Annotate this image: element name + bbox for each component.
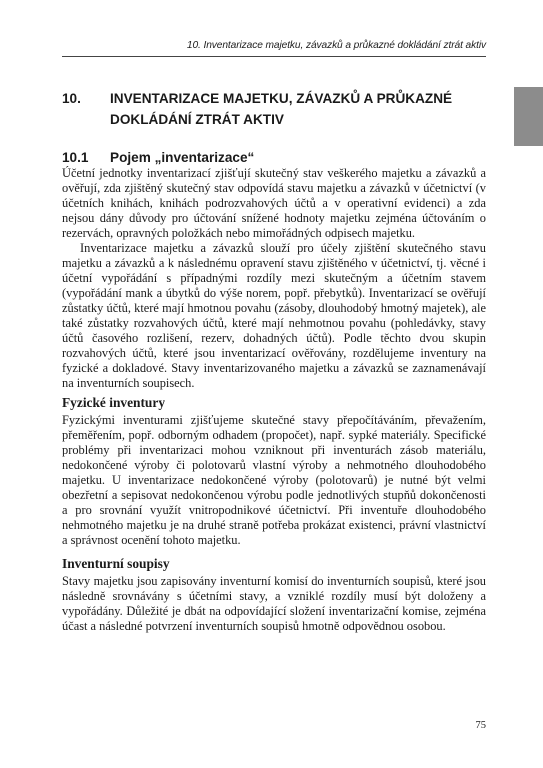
chapter-title: INVENTARIZACE MAJETKU, ZÁVAZKŮ A PRŮKAZNÉ DOKLÁDÁNÍ ZTRÁT AKTIV (110, 91, 453, 127)
page-number: 75 (475, 720, 486, 731)
paragraph-physical-inventories: Fyzickými inventurami zjišťujeme skutečné stavy přepočítáváním, převažením, přeměřením, popř. odborným odhadem (propočet), např. sypké materiály. Specifické problémy při inventarizaci mohou vzniknout při inventurách zásob materiálu, nedokončené výroby či polotovarů vlastní výroby a nehmotného dlouhodobého majetku. U inventarizace nedokončené výroby (polotovarů) je nutné být velmi obezřetní a sepisovat nedokončenou výrobu podle jednotlivých stupňů dokončenosti a pro srovnání využít vnitropodnikové účetnictví. Při inventuře dlouhodobého nehmotného majetku je na druhé straně potřeba prokázat existenci, právní vlastnictví a správnost ocenění tohoto majetku. (62, 413, 486, 547)
header-rule (62, 56, 486, 57)
subheading-inventory-lists: Inventurní soupisy (62, 556, 170, 571)
chapter-heading (62, 88, 486, 130)
chapter-thumb-tab (514, 87, 543, 146)
subheading-physical-inventories: Fyzické inventury (62, 395, 166, 410)
paragraph-inventory-lists: Stavy majetku jsou zapisovány inventurní komisí do inventurních soupisů, které jsou následně srovnávány s účetními stavy, a vzniklé rozdíly musí být doloženy a vypořádány. Důležité je dbát na odpovídající složení inventarizační komise, zejména účast a následné potvrzení inventurních soupisů hmotně odpovědnou osobou. (62, 574, 486, 633)
section-number: 10.1 (62, 150, 89, 165)
running-header: 10. Inventarizace majetku, závazků a průkazné dokládání ztrát aktiv (186, 40, 486, 51)
section-heading (62, 149, 486, 167)
paragraph-purpose: Inventarizace majetku a závazků slouží pro účely zjištění skutečného stavu majetku a závazků a k následnému opravení stavu zjištěného v účetnictví, tj. věcné i účetní vypořádání s případnými rozdíly mezi skutečným a účetním stavem (vypořádání mank a úbytků do výše norem, popř. přebytků). Inventarizací se ověřují zůstatky účtů, které mají hmotnou povahu (zásoby, dlouhodobý hmotný majetek), ale také zůstatky rozvahových účtů, které mají nehmotnou povahu (pohledávky, stavy účtů časového rozlišení, rezerv, dohadných účtů). Podle těchto dvou skupin rozvahových účtů, které jsou inventarizací ověřovány, rozdělujeme inventury na fyzické a dokladové. Stavy inventarizovaného majetku a závazků se zaznamenávají na inventurních soupisech. (62, 241, 486, 390)
chapter-number: 10. (62, 91, 81, 106)
section-title: Pojem „inventarizace“ (110, 150, 255, 165)
paragraph-definition: Účetní jednotky inventarizací zjišťují skutečný stav veškerého majetku a závazků a ověřují, zda zjištěný skutečný stav odpovídá stavu majetku a závazků v účetnictví (v účetních knihách, knihách podrozvahových účtů a v operativní evidenci) a zda nejsou dány důvody pro účtování snížené hodnoty majetku zejména účtováním o rezervách, opravných položkách nebo mimořádných odpisech majetku. (62, 166, 486, 240)
